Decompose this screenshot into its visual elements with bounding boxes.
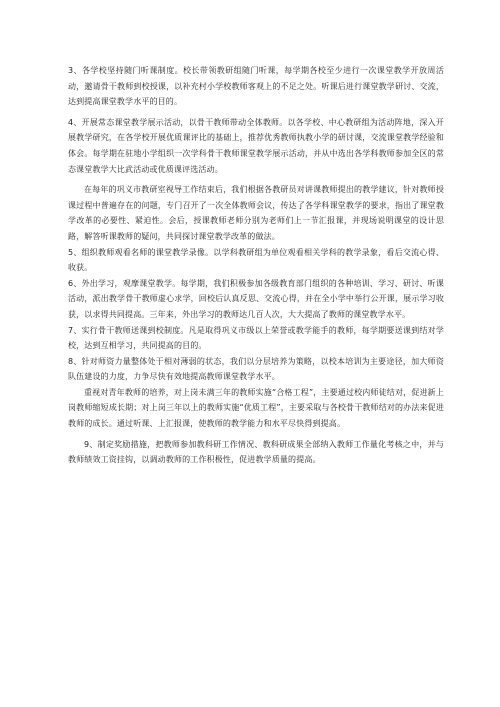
paragraph-feedback-meeting: 在每年的巩义市教研室视导工作结束后，我们根据各教研员对讲课教师提出的教学建议，针对教师授课过程中普遍存在的问题，专门召开了一次全体教师会议，传达了各学科课堂教学的要求，指出了课堂教学改革的必要性、紧迫性。会后，授课教师老师分别为老师们上一节汇报课，并现场说明课堂的设计思路，解答听课教师的疑问，共同探讨课堂教学改革的做法。 xyxy=(68,185,444,241)
document-page xyxy=(68,63,444,468)
paragraph-item-4: 4、开展常态课堂教学展示活动，以骨干教师带动全体教师。以各学校、中心教研组为活动阵地，深入开展教学研究，在各学校开展优质课评比的基础上，推荐优秀教师执教小学的研讨课，交流课堂教学经验和体会。每学期在驻地小学组织一次学科骨干教师课堂教学展示活动，并从中选出各学科教师参加全区的常态课堂教学大比武活动或优质课评选活动。 xyxy=(68,117,444,174)
paragraph-item-6: 6、外出学习，观摩课堂教学。每学期，我们积极参加各级教育部门组织的各种培训、学习、研讨、听课活动，派出教学骨干教师虚心求学，回校后认真反思、交流心得，并在全小学中举行公开课，展示学习收获，以求得共同提高。三年来，外出学习的教师达几百人次，大大提高了教师的课堂教学水平。 xyxy=(68,278,444,319)
paragraph-item-9: 9、制定奖励措施，把教师参加教科研工作情况、教科研成果全部纳入教师工作量化考核之中，并与教师绩效工资挂钩，以调动教师的工作积极性，促进教学质量的提高。 xyxy=(68,439,444,465)
paragraph-young-teachers: 重视对青年教师的培养，对上岗未满三年的教师实施“合格工程”，主要通过校内师徒结对，促进新上岗教师缩短成长期；对上岗三年以上的教师实施“优质工程”，主要采取与各校骨干教师结对的办法来促进教师的成长。通过听课、上汇报课，使教师的教学能力和水平尽快得到提高。 xyxy=(68,387,444,429)
paragraph-item-3: 3、各学校坚持随门听课制度。校长带领教研组随门听课，每学期各校至少进行一次课堂教学开放周活动，邀请骨干教师到校授课，以补充村小学校教师客观上的不足之处。听课后进行课堂教学研讨、交流，达到提高课堂教学水平的目的。 xyxy=(68,66,444,107)
paragraph-item-8: 8、针对师资力量整体处于相对薄弱的状态，我们以分层培养为策略，以校本培训为主要途径，加大师资队伍建设的力度，力争尽快有效地提高教师课堂教学水平。 xyxy=(68,356,444,382)
paragraph-item-7: 7、实行骨干教师送课到校制度。凡是取得巩义市级以上荣誉或教学能手的教师，每学期要送课到结对学校，达到互相学习，共同提高的目的。 xyxy=(68,325,444,351)
paragraph-item-5: 5、组织教师观看名师的课堂教学录像。以学科教研组为单位观看相关学科的教学录象，看后交流心得、收获。 xyxy=(68,247,444,273)
